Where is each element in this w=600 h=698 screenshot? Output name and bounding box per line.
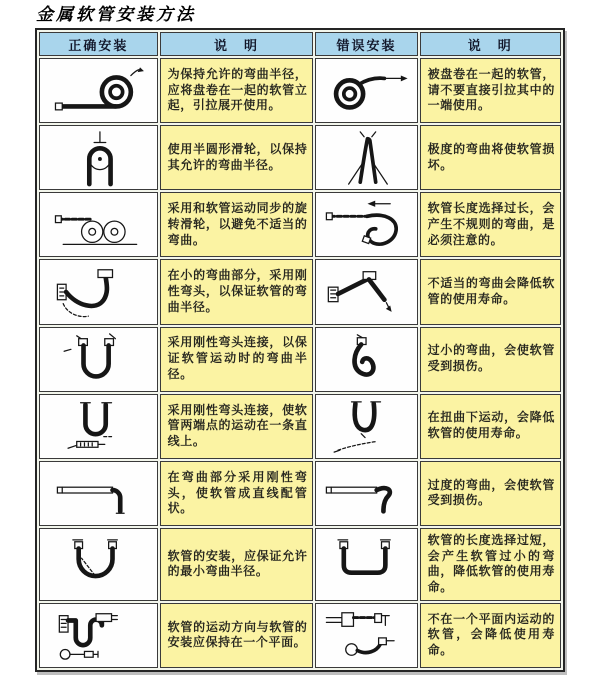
header-correct-install: 正确安装 bbox=[39, 32, 158, 56]
wrong-illustration-cell bbox=[315, 192, 417, 257]
correct-note-cell: 采用刚性弯头连接，使软管两端点的运动在一条直线上。 bbox=[160, 394, 314, 459]
correct-illustration-cell bbox=[39, 461, 158, 526]
correct-illustration-cell bbox=[39, 528, 158, 601]
header-wrong-note: 说 明 bbox=[420, 32, 561, 56]
hose-too-long-irregular-bend-illustration bbox=[317, 196, 415, 254]
header-wrong-install: 错误安装 bbox=[315, 32, 417, 56]
table-row bbox=[39, 327, 561, 392]
wrong-illustration-cell bbox=[315, 58, 417, 123]
header-row bbox=[39, 32, 561, 56]
installation-table bbox=[35, 28, 565, 672]
wrong-note-cell: 过小的弯曲，会使软管受到损伤。 bbox=[420, 327, 561, 392]
table-row bbox=[39, 259, 561, 324]
table-row bbox=[39, 192, 561, 257]
table-row bbox=[39, 125, 561, 190]
table-header bbox=[39, 32, 561, 56]
hose-motion-out-of-plane-illustration bbox=[317, 606, 415, 664]
hose-motion-in-one-plane-illustration bbox=[41, 606, 156, 664]
correct-illustration-cell bbox=[39, 125, 158, 190]
correct-illustration-cell bbox=[39, 327, 158, 392]
hose-too-short-flat-bend-illustration bbox=[317, 535, 415, 593]
wrong-illustration-cell bbox=[315, 528, 417, 601]
correct-note-cell: 软管的安装，应保证允许的最小弯曲半径。 bbox=[160, 528, 314, 601]
correct-illustration-cell bbox=[39, 259, 158, 324]
table-body bbox=[39, 58, 561, 668]
wrong-note-cell: 不在一个平面内运动的软管，会降低使用寿命。 bbox=[420, 603, 561, 668]
wrong-note-cell: 软管的长度选择过短，会产生软管过小的弯曲，降低软管的使用寿命。 bbox=[420, 528, 561, 601]
wrong-illustration-cell bbox=[315, 327, 417, 392]
table-row bbox=[39, 528, 561, 601]
correct-note-cell: 在小的弯曲部分，采用刚性弯头，以保证软管的弯曲半径。 bbox=[160, 259, 314, 324]
header-correct-note: 说 明 bbox=[160, 32, 314, 56]
wrong-illustration-cell bbox=[315, 394, 417, 459]
hose-rigid-elbow-at-small-bend-illustration bbox=[41, 263, 156, 321]
correct-note-cell: 采用刚性弯头连接，以保证软管运动时的弯曲半径。 bbox=[160, 327, 314, 392]
wrong-note-cell: 过度的弯曲，会使软管受到损伤。 bbox=[420, 461, 561, 526]
page-title: 金属软管安装方法 bbox=[36, 5, 196, 24]
hose-coil-stood-upright-illustration bbox=[41, 62, 156, 120]
correct-note-cell: 使用半圆形滑轮，以保持其允许的弯曲半径。 bbox=[160, 125, 314, 190]
table-row bbox=[39, 394, 561, 459]
hose-bend-too-small-illustration bbox=[317, 330, 415, 388]
hose-straight-run-with-elbow-illustration bbox=[41, 464, 156, 522]
correct-note-cell: 在弯曲部分采用刚性弯头，使软管成直线配管状。 bbox=[160, 461, 314, 526]
table-row bbox=[39, 58, 561, 123]
hose-synchronized-rotating-pulleys-illustration bbox=[41, 196, 156, 254]
correct-illustration-cell bbox=[39, 603, 158, 668]
correct-note-cell: 软管的运动方向与软管的安装应保持在一个平面。 bbox=[160, 603, 314, 668]
wrong-note-cell: 极度的弯曲将使软管损坏。 bbox=[420, 125, 561, 190]
hose-coil-end-pulled-illustration bbox=[317, 62, 415, 120]
hose-twisted-under-motion-illustration bbox=[317, 397, 415, 455]
hose-improper-bend-illustration bbox=[317, 263, 415, 321]
table-row bbox=[39, 603, 561, 668]
hose-minimum-bend-radius-illustration bbox=[41, 535, 156, 593]
hose-excessive-bend-corner-illustration bbox=[317, 464, 415, 522]
hose-extreme-fold-illustration bbox=[317, 129, 415, 187]
wrong-note-cell: 不适当的弯曲会降低软管的使用寿命。 bbox=[420, 259, 561, 324]
correct-illustration-cell bbox=[39, 192, 158, 257]
table-row bbox=[39, 461, 561, 526]
wrong-illustration-cell bbox=[315, 125, 417, 190]
hose-on-semicircular-pulley-illustration bbox=[41, 129, 156, 187]
correct-note-cell: 为保持允许的弯曲半径，应将盘卷在一起的软管立起，引拉展开使用。 bbox=[160, 58, 314, 123]
hose-u-shape-ends-on-line-illustration bbox=[41, 397, 156, 455]
wrong-illustration-cell bbox=[315, 259, 417, 324]
wrong-note-cell: 软管长度选择过长，会产生不规则的弯曲，是必须注意的。 bbox=[420, 192, 561, 257]
wrong-note-cell: 被盘卷在一起的软管，请不要直接引拉其中的一端使用。 bbox=[420, 58, 561, 123]
correct-illustration-cell bbox=[39, 394, 158, 459]
correct-note-cell: 采用和软管运动同步的旋转滑轮，以避免不适当的弯曲。 bbox=[160, 192, 314, 257]
wrong-illustration-cell bbox=[315, 603, 417, 668]
wrong-illustration-cell bbox=[315, 461, 417, 526]
wrong-note-cell: 在扭曲下运动，会降低软管的使用寿命。 bbox=[420, 394, 561, 459]
correct-illustration-cell bbox=[39, 58, 158, 123]
hose-rigid-elbow-connection-loop-illustration bbox=[41, 330, 156, 388]
